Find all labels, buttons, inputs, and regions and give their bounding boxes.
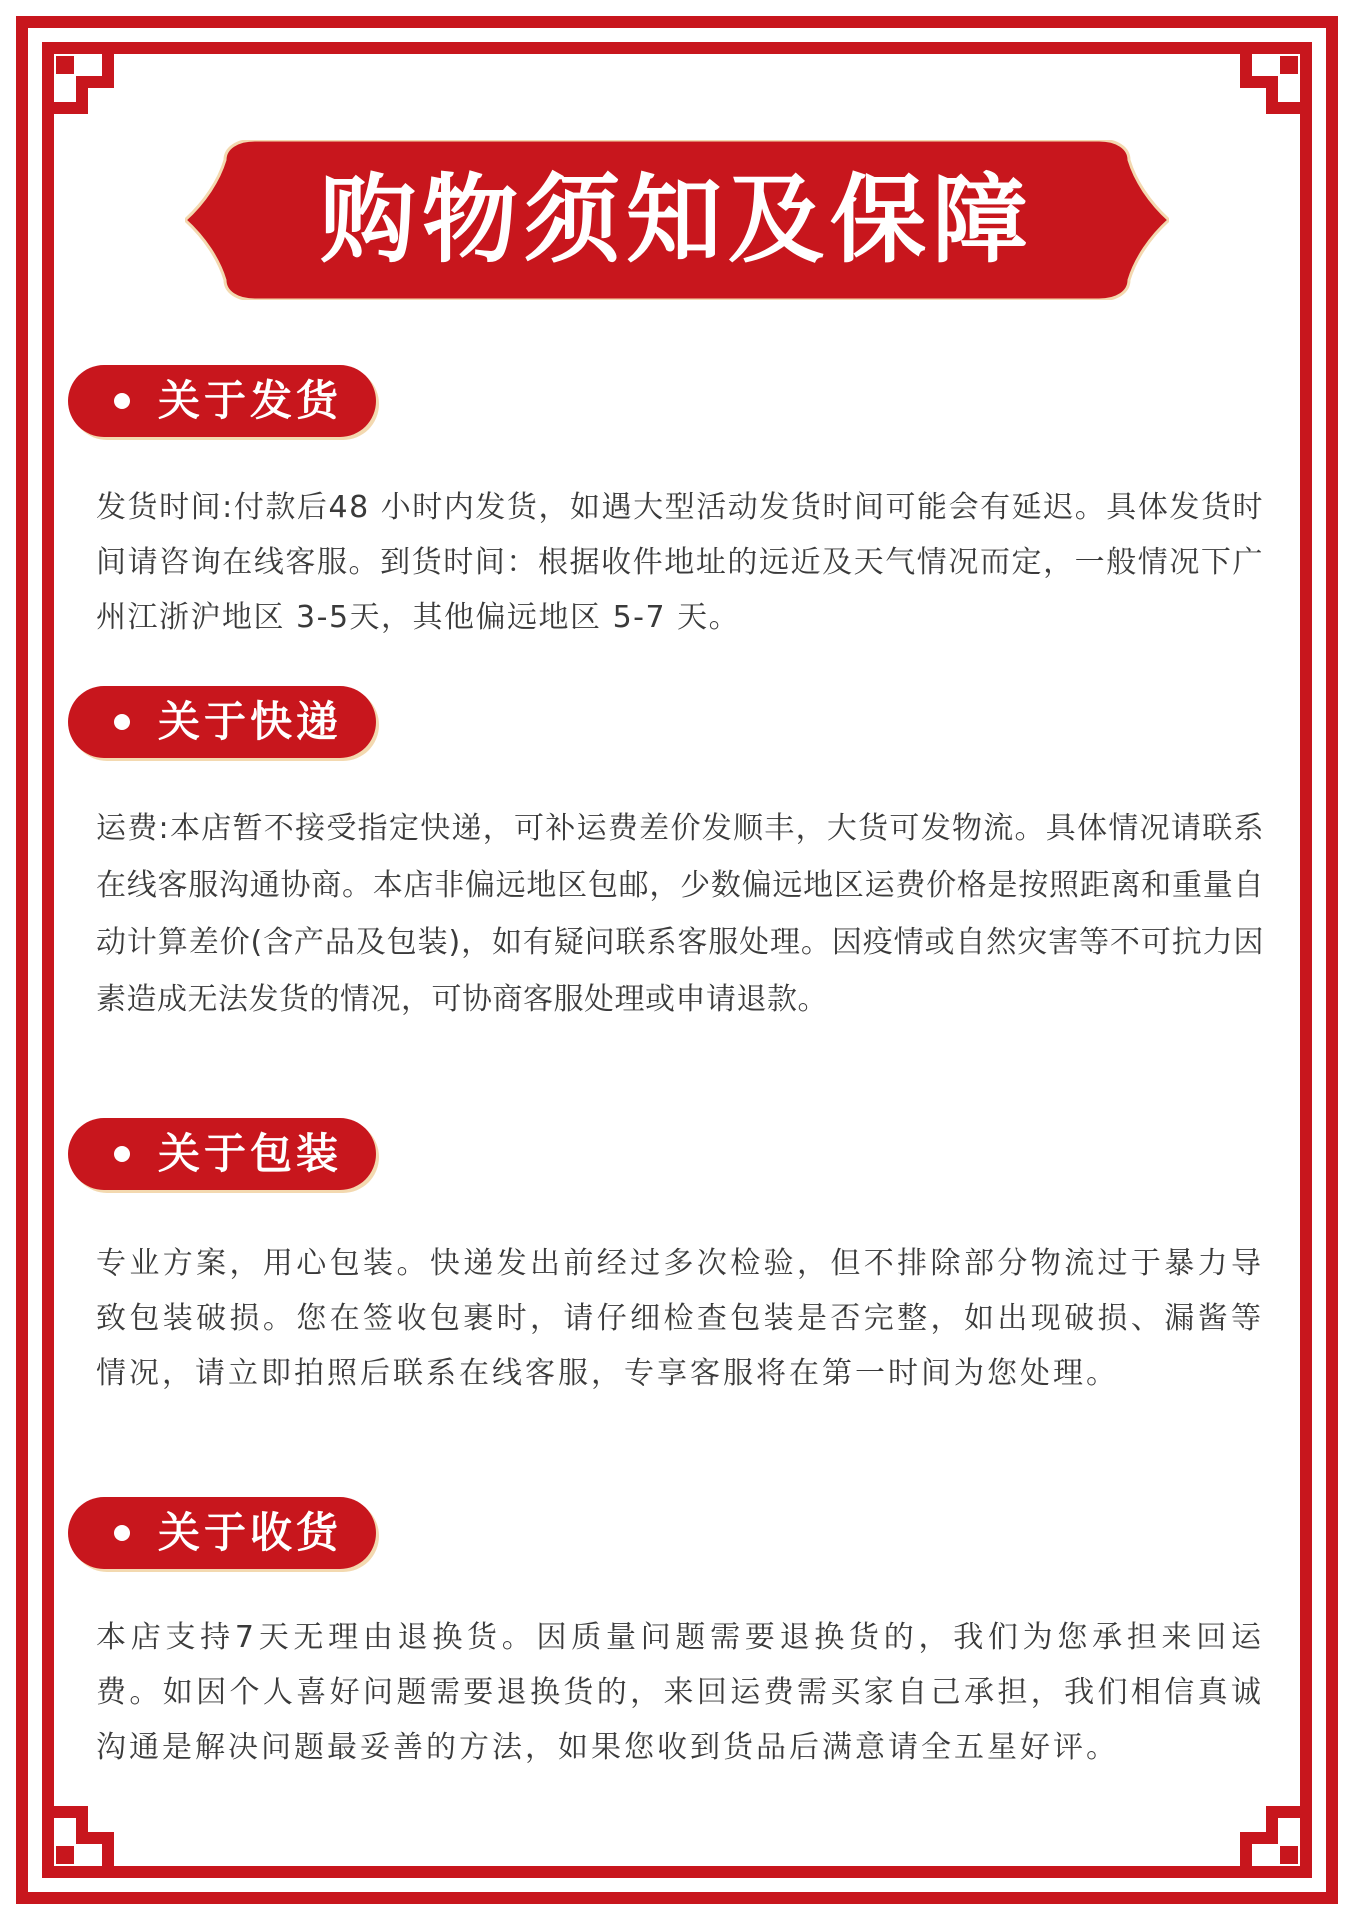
section-heading-packaging [68,1118,376,1190]
bullet-dot-icon [114,393,130,409]
bullet-dot-icon [114,1146,130,1162]
section-body-shipping: 发货时间:付款后48 小时内发货，如遇大型活动发货时间可能会有延迟。具体发货时间请咨询在线客服。到货时间：根据收件地址的远近及天气情况而定，一般情况下广州江浙沪地区 3-5天，其他偏远地区 5-7 天。 [96,490,1264,635]
section-heading-label: 关于收货 [158,1508,343,1557]
section-heading-courier [68,686,376,758]
section-heading-shipping [68,365,376,437]
bullet-dot-icon [114,1525,130,1541]
section-heading-label: 关于发货 [158,376,343,425]
title-banner [185,140,1169,300]
section-body-courier: 运费:本店暂不接受指定快递，可补运费差价发顺丰，大货可发物流。具体情况请联系在线客服沟通协商。本店非偏远地区包邮，少数偏远地区运费价格是按照距离和重量自动计算差价(含产品及包装)，如有疑问联系客服处理。因疫情或自然灾害等不可抗力因素造成无法发货的情况，可协商客服处理或申请退款。 [96,811,1264,1017]
bullet-dot-icon [114,714,130,730]
section-heading-label: 关于包装 [158,1129,343,1178]
section-body-receiving: 本店支持7天无理由退换货。因质量问题需要退换货的，我们为您承担来回运费。如因个人喜好问题需要退换货的，来回运费需买家自己承担，我们相信真诚沟通是解决问题最妥善的方法，如果您收到货品后满意请全五星好评。 [96,1620,1264,1765]
section-heading-receiving [68,1497,376,1569]
section-body-packaging: 专业方案，用心包装。快递发出前经过多次检验，但不排除部分物流过于暴力导致包装破损。您在签收包裹时，请仔细检查包装是否完整，如出现破损、漏酱等情况，请立即拍照后联系在线客服，专享客服将在第一时间为您处理。 [96,1246,1264,1391]
page-title: 购物须知及保障 [320,164,1034,276]
section-heading-label: 关于快递 [158,697,343,746]
